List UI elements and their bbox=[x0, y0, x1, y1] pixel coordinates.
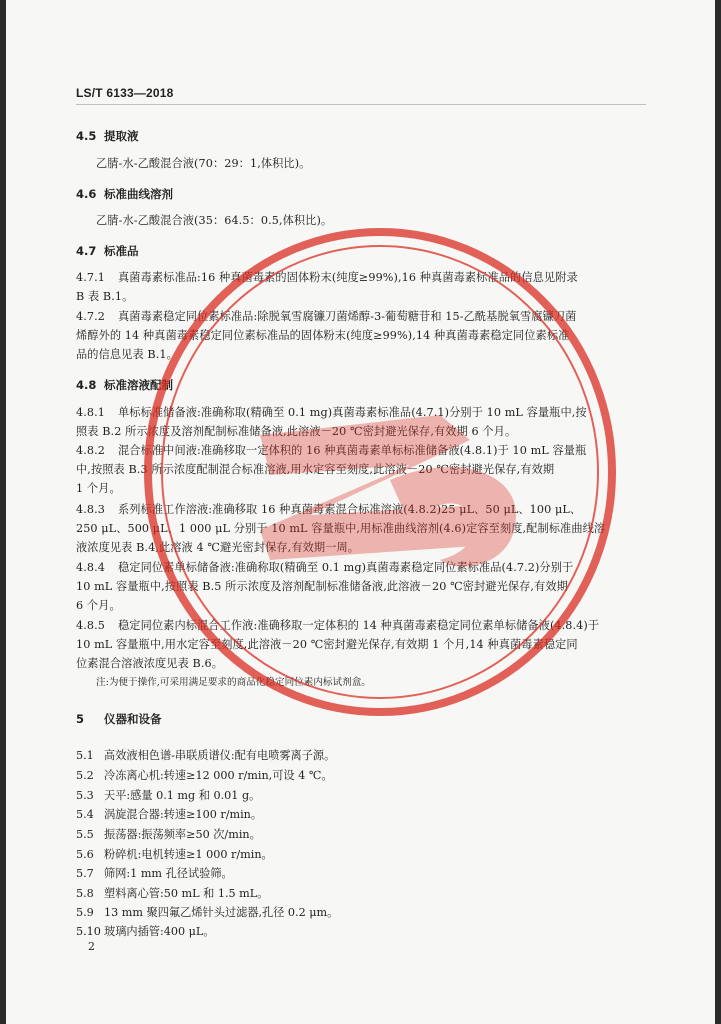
list-item bbox=[76, 924, 215, 940]
item-text: 涡旋混合器:转速≥100 r/min。 bbox=[104, 808, 263, 821]
clause-line: 混合标准中间液:准确移取一定体积的 16 种真菌毒素单标标准储备液(4.8.1)于 10 mL 容量瓶 bbox=[118, 444, 587, 457]
section-title: 标准品 bbox=[104, 244, 139, 258]
item-number: 5.8 bbox=[76, 887, 94, 900]
item-text: 粉碎机:电机转速≥1 000 r/min。 bbox=[104, 848, 273, 861]
section-number: 4.6 bbox=[76, 187, 97, 201]
clause-line: 烯醇外的 14 种真菌毒素稳定同位素标准品的固体粉末(纯度≥99%),14 种真菌毒素稳定同位素标准 bbox=[76, 329, 570, 342]
item-number: 5.9 bbox=[76, 906, 94, 919]
section-number: 5 bbox=[76, 712, 85, 726]
note: 注:为便于操作,可采用满足要求的商品化稳定同位素内标试剂盒。 bbox=[96, 677, 371, 688]
item-number: 5.5 bbox=[76, 828, 94, 841]
section-title: 提取液 bbox=[104, 129, 139, 143]
list-item bbox=[76, 827, 261, 843]
item-text: 高效液相色谱-串联质谱仪:配有电喷雾离子源。 bbox=[104, 749, 336, 762]
section-4-6-heading bbox=[76, 186, 173, 202]
clause-number: 4.8.1 bbox=[76, 406, 105, 419]
clause-4-8-1 bbox=[76, 403, 644, 441]
clause-4-8-5 bbox=[76, 616, 644, 673]
item-number: 5.10 bbox=[76, 925, 101, 938]
section-title: 仪器和设备 bbox=[104, 712, 162, 726]
item-number: 5.2 bbox=[76, 769, 94, 782]
clause-number: 4.8.2 bbox=[76, 444, 105, 457]
clause-number: 4.7.2 bbox=[76, 310, 105, 323]
section-4-8-heading bbox=[76, 377, 173, 393]
clause-4-8-4 bbox=[76, 558, 644, 615]
item-text: 玻璃内插管:400 μL。 bbox=[104, 925, 215, 938]
clause-line: 位素混合溶液浓度见表 B.6。 bbox=[76, 657, 224, 670]
list-item bbox=[76, 905, 338, 921]
header-rule bbox=[76, 104, 646, 105]
clause-line: 10 mL 容量瓶中,按照表 B.5 所示浓度及溶剂配制标准储备液,此溶液－20 ℃密封避光保存,有效期 bbox=[76, 580, 568, 593]
section-4-5-text: 乙腈-水-乙酸混合液(70：29：1,体积比)。 bbox=[96, 157, 311, 170]
clause-line: 系列标准工作溶液:准确移取 16 种真菌毒素混合标准溶液(4.8.2)25 μL、50 μL、100 μL、 bbox=[118, 503, 582, 516]
clause-4-7-1 bbox=[76, 268, 644, 306]
section-4-6-text: 乙腈-水-乙酸混合液(35：64.5：0.5,体积比)。 bbox=[96, 214, 333, 227]
clause-4-8-3 bbox=[76, 500, 644, 557]
item-text: 筛网:1 mm 孔径试验筛。 bbox=[104, 867, 233, 880]
section-4-7-heading bbox=[76, 243, 139, 259]
list-item bbox=[76, 866, 233, 882]
list-item bbox=[76, 847, 273, 863]
clause-line: 单标标准储备液:准确称取(精确至 0.1 mg)真菌毒素标准品(4.7.1)分别于 10 mL 容量瓶中,按 bbox=[118, 406, 587, 419]
item-text: 振荡器:振荡频率≥50 次/min。 bbox=[104, 828, 261, 841]
clause-line: 稳定同位素单标储备液:准确称取(精确至 0.1 mg)真菌毒素稳定同位素标准品(4.7.2)分别于 bbox=[118, 561, 574, 574]
section-title: 标准曲线溶剂 bbox=[104, 187, 173, 201]
item-text: 天平:感量 0.1 mg 和 0.01 g。 bbox=[104, 789, 261, 802]
section-title: 标准溶液配制 bbox=[104, 378, 173, 392]
list-item bbox=[76, 807, 262, 823]
clause-line: 液浓度见表 B.4,此溶液 4 ℃避光密封保存,有效期一周。 bbox=[76, 541, 360, 554]
section-number: 4.5 bbox=[76, 129, 97, 143]
clause-4-7-2 bbox=[76, 307, 644, 364]
item-text: 13 mm 聚四氟乙烯针头过滤器,孔径 0.2 μm。 bbox=[104, 906, 339, 919]
clause-line: 照表 B.2 所示浓度及溶剂配制标准储备液,此溶液－20 ℃密封避光保存,有效期 6 个月。 bbox=[76, 425, 517, 438]
item-number: 5.4 bbox=[76, 808, 94, 821]
clause-line: 6 个月。 bbox=[76, 599, 121, 612]
standard-code: LS/T 6133—2018 bbox=[76, 86, 174, 100]
clause-4-8-2 bbox=[76, 441, 644, 498]
clause-line: 10 mL 容量瓶中,用水定容至刻度,此溶液－20 ℃密封避光保存,有效期 1 个月,14 种真菌毒素稳定同 bbox=[76, 638, 578, 651]
list-item bbox=[76, 886, 268, 902]
item-number: 5.6 bbox=[76, 848, 94, 861]
item-number: 5.7 bbox=[76, 867, 94, 880]
section-number: 4.7 bbox=[76, 244, 97, 258]
clause-number: 4.8.4 bbox=[76, 561, 105, 574]
clause-number: 4.8.5 bbox=[76, 619, 105, 632]
scan-edge-right bbox=[715, 0, 721, 1024]
item-text: 塑料离心管:50 mL 和 1.5 mL。 bbox=[104, 887, 269, 900]
clause-line: 1 个月。 bbox=[76, 482, 121, 495]
clause-line: 品的信息见表 B.1。 bbox=[76, 348, 178, 361]
item-number: 5.1 bbox=[76, 749, 94, 762]
item-text: 冷冻离心机:转速≥12 000 r/min,可设 4 ℃。 bbox=[104, 769, 333, 782]
clause-line: 真菌毒素标准品:16 种真菌毒素的固体粉末(纯度≥99%),16 种真菌毒素标准品的信息见附录 bbox=[118, 271, 578, 284]
clause-line: 稳定同位素内标混合工作液:准确移取一定体积的 14 种真菌毒素稳定同位素单标储备液(4.8.4)于 bbox=[118, 619, 600, 632]
list-item bbox=[76, 748, 335, 764]
list-item bbox=[76, 768, 333, 784]
section-number: 4.8 bbox=[76, 378, 97, 392]
page-number: 2 bbox=[88, 940, 95, 953]
section-5-heading bbox=[76, 711, 162, 727]
clause-number: 4.7.1 bbox=[76, 271, 105, 284]
scan-edge-left bbox=[0, 0, 6, 1024]
clause-number: 4.8.3 bbox=[76, 503, 105, 516]
clause-line: B 表 B.1。 bbox=[76, 290, 134, 303]
section-4-5-heading bbox=[76, 128, 139, 144]
list-item bbox=[76, 788, 260, 804]
clause-line: 250 μL、500 μL、1 000 μL 分别于 10 mL 容量瓶中,用标准曲线溶剂(4.6)定容至刻度,配制标准曲线溶 bbox=[76, 522, 606, 535]
clause-line: 中,按照表 B.3 所示浓度配制混合标准溶液,用水定容至刻度,此溶液－20 ℃密封避光保存,有效期 bbox=[76, 463, 555, 476]
item-number: 5.3 bbox=[76, 789, 94, 802]
clause-line: 真菌毒素稳定同位素标准品:除脱氧雪腐镰刀菌烯醇-3-葡萄糖苷和 15-乙酰基脱氧雪腐镰刀菌 bbox=[118, 310, 577, 323]
